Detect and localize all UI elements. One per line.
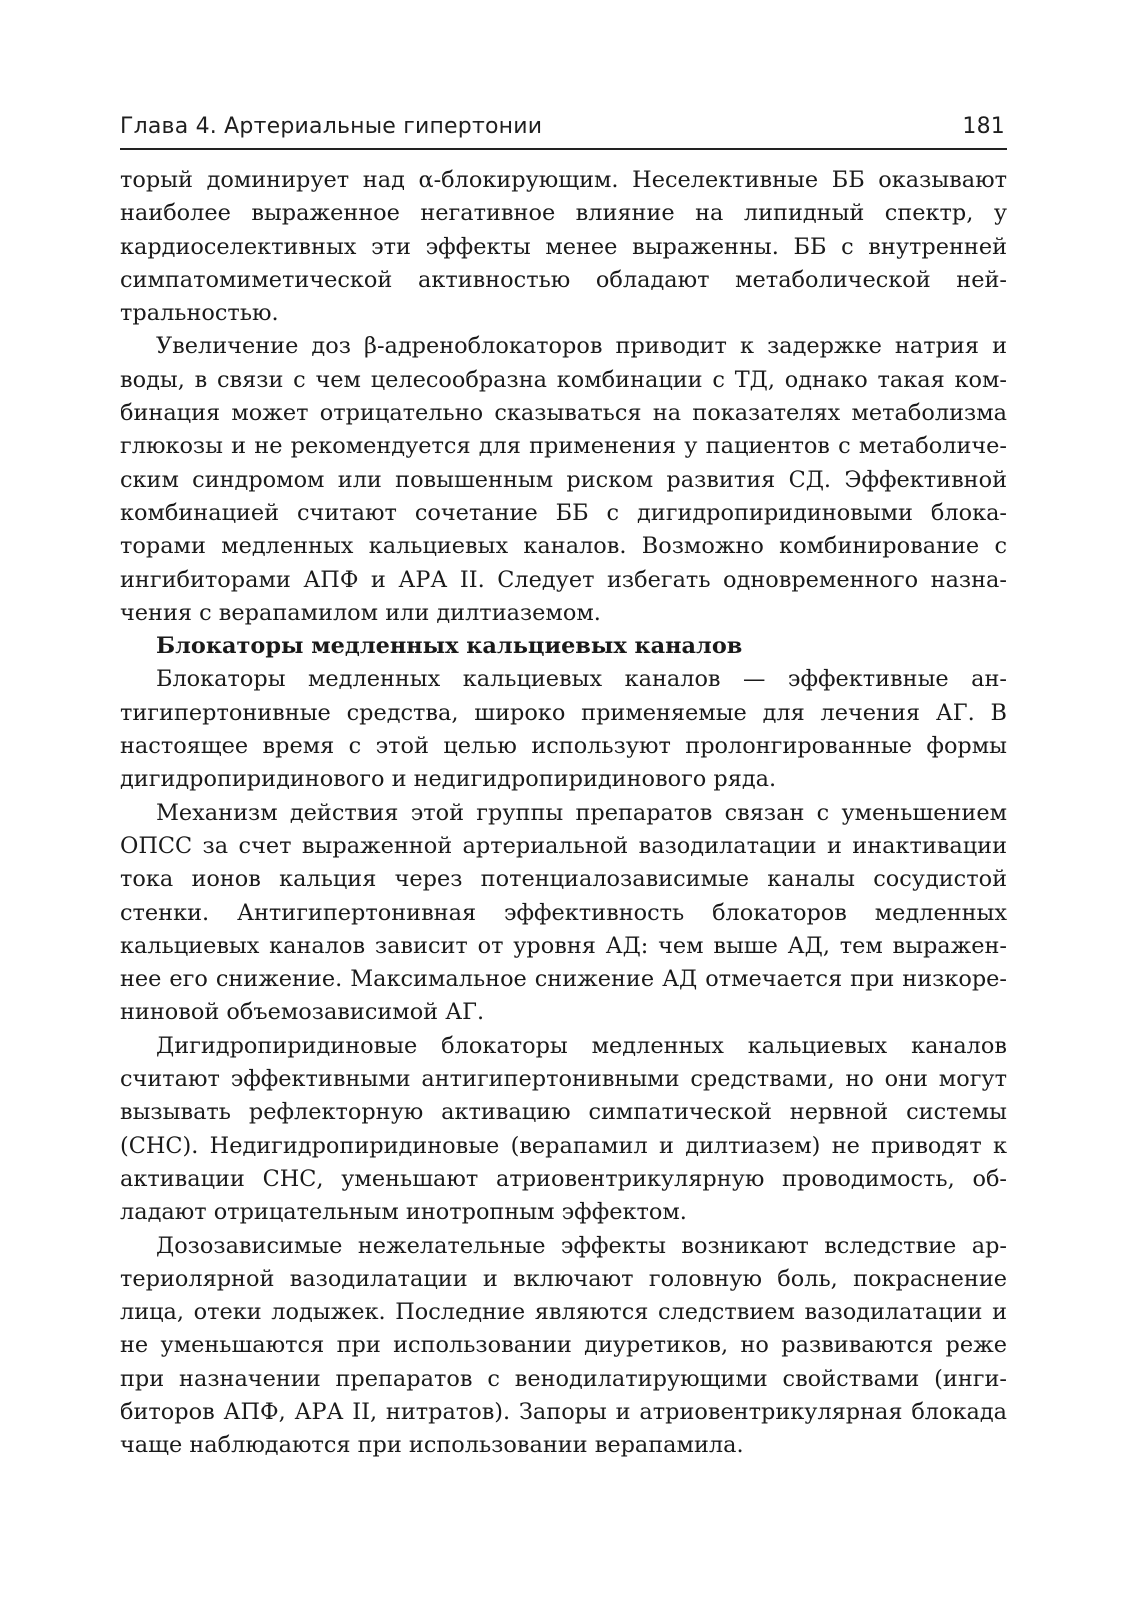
running-header bbox=[120, 108, 1007, 150]
chapter-title: Глава 4. Артериальные гипертонии bbox=[120, 114, 543, 139]
paragraph-ccb-mechanism: Механизм действия этой группы препаратов связан с уменьшением ОПСС за счет выраженной артериальной вазодилатации и инактивации тока ионов кальция через потенциалозависимые каналы сосудистой стенки. Антигипертонивная эффективность блокаторов медленных кальциевых каналов зависит от уровня АД: чем выше АД, тем выраженнее его снижение. Максимальное снижение АД отмечается при низкорениновой объемозависимой АГ. bbox=[120, 799, 1007, 1026]
section-heading: Блокаторы медленных кальциевых каналов bbox=[156, 633, 743, 660]
paragraph-beta-blocker-dose: Увеличение доз β-адреноблокаторов приводит к задержке натрия и воды, в связи с чем целесообразна комбинации с ТД, однако такая комбинация может отрицательно сказываться на показателях метаболизма глюкозы и не рекомендуется для применения у пациентов с метаболическим синдромом или повышенным риском развития СД. Эффективной комбинацией считают сочетание ББ с дигидропиридиновыми блокаторами медленных кальциевых каналов. Возможно комбинирование с ингибиторами АПФ и АРА II. Следует избегать одновременного назначения с верапамилом или дилтиаземом. bbox=[120, 333, 1007, 626]
paragraph-dihydropyridine: Дигидропиридиновые блокаторы медленных кальциевых каналов считают эффективными антигипертонивными средствами, но они могут вызывать рефлекторную активацию симпатической нервной системы (СНС). Недигидропиридиновые (верапамил и дилтиазем) не приводят к активации СНС, уменьшают атриовентрикулярную проводимость, обладают отрицательным инотропным эффектом. bbox=[120, 1032, 1007, 1226]
paragraph-ccb-intro: Блокаторы медленных кальциевых каналов — эффективные антигипертонивные средства, широко применяемые для лечения АГ. В настоящее время с этой целью используют пролонгированные формы дигидропиридинового и недигидропиридинового ряда. bbox=[120, 666, 1007, 793]
page-number: 181 bbox=[962, 114, 1005, 139]
paragraph-continuation: торый доминирует над α-блокирующим. Неселективные ББ оказывают наиболее выраженное негативное влияние на липидный спектр, у кардиоселективных эти эффекты менее выраженны. ББ с внутренней симпатомиметической активностью обладают метаболической нейтральностью. bbox=[120, 167, 1007, 327]
body-text bbox=[120, 164, 1007, 1463]
paragraph-side-effects: Дозозависимые нежелательные эффекты возникают вследствие артериолярной вазодилатации и включают головную боль, покраснение лица, отеки лодыжек. Последние являются следствием вазодилатации и не уменьшаются при использовании диуретиков, но развиваются реже при назначении препаратов с венодилатирующими свойствами (ингибиторов АПФ, АРА II, нитратов). Запоры и атриовентрикулярная блокада чаще наблюдаются при использовании верапамила. bbox=[120, 1232, 1007, 1459]
